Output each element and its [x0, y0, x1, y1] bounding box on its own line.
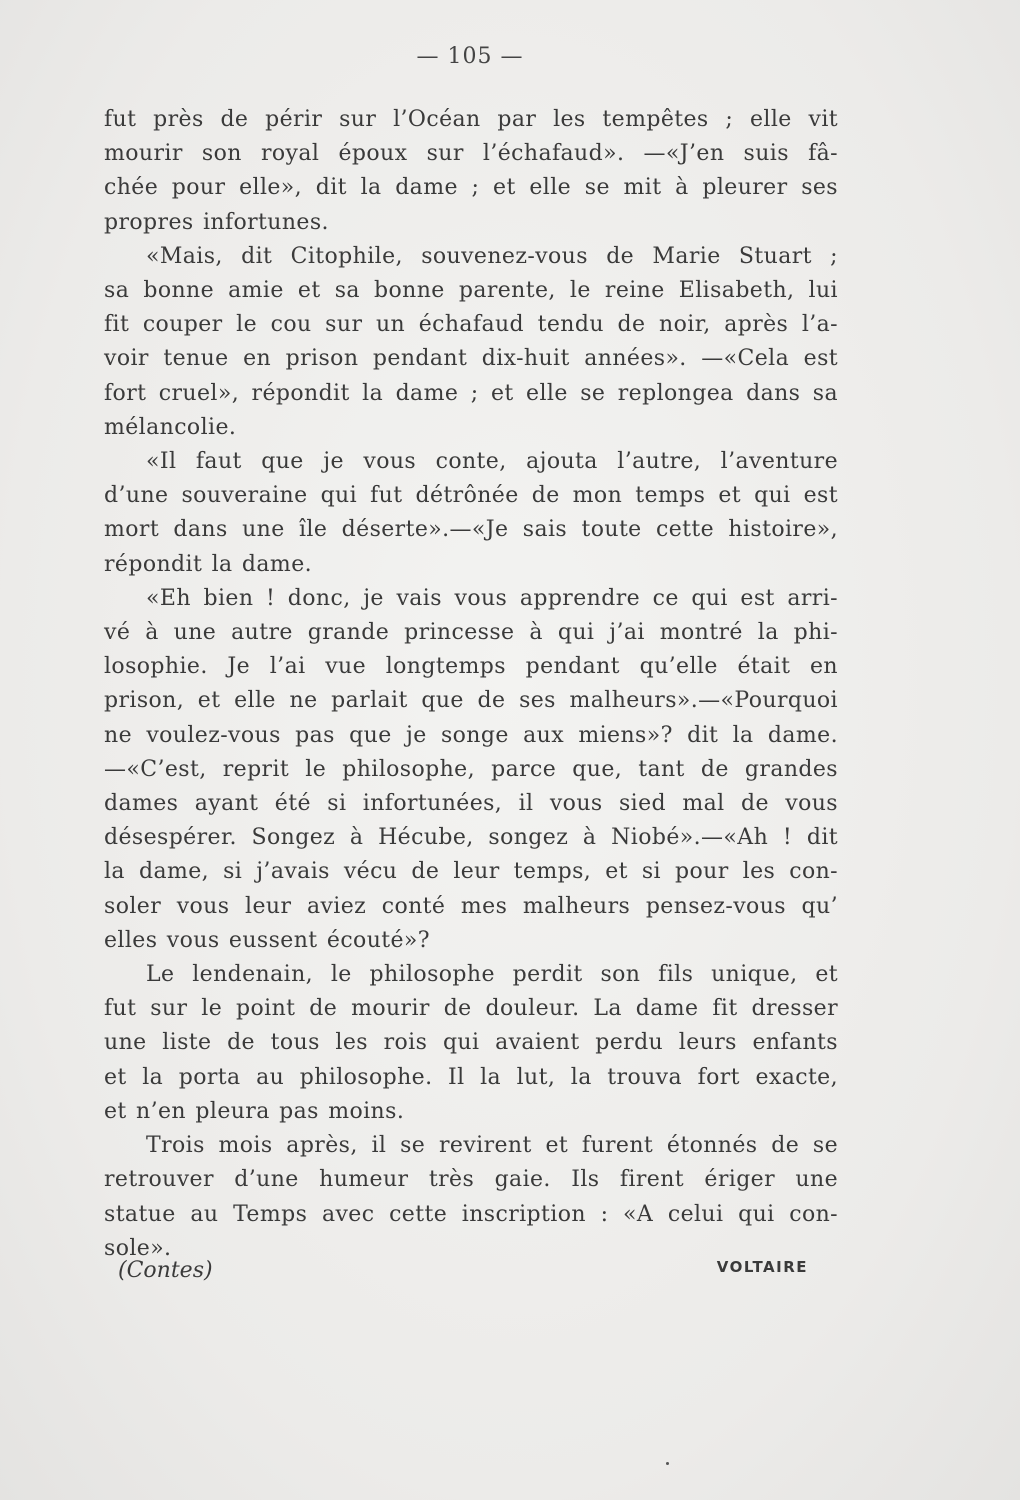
text-line: «Il faut que je vous conte, ajouta l’autre, l’aventure [146, 449, 838, 475]
print-speck [666, 1462, 669, 1465]
signature-row [118, 1258, 808, 1298]
text-line: fut près de périr sur l’Océan par les tempêtes ; elle vit [104, 107, 838, 132]
body-text [104, 103, 838, 1266]
text-line: désespérer. Songez à Hécube, songez à Niobé».—«Ah ! dit [104, 825, 838, 851]
text-line: Trois mois après, il se revirent et furent étonnés de se [146, 1133, 838, 1159]
text-line: et la porta au philosophe. Il la lut, la trouva fort exacte, [104, 1064, 838, 1090]
source-title: (Contes) [118, 1258, 213, 1283]
text-line: «Mais, dit Citophile, souvenez-vous de Marie Stuart ; [146, 243, 838, 269]
text-line: «Eh bien ! donc, je vais vous apprendre ce qui est arri- [146, 585, 838, 611]
text-line: propres infortunes. [104, 209, 329, 235]
text-line: la dame, si j’avais vécu de leur temps, et si pour les con- [104, 859, 838, 885]
text-line: sole». [104, 1235, 172, 1261]
text-line: chée pour elle», dit la dame ; et elle se mit à pleurer ses [104, 175, 838, 201]
text-line: dames ayant été si infortunées, il vous sied mal de vous [104, 791, 838, 817]
text-line: ne voulez-vous pas que je songe aux miens»? dit la dame. [104, 722, 838, 748]
text-line: une liste de tous les rois qui avaient perdu leurs enfants [104, 1030, 838, 1056]
text-line: vé à une autre grande princesse à qui j’ai montré la phi- [104, 620, 838, 646]
text-line: et n’en pleura pas moins. [104, 1098, 405, 1124]
text-line: —«C’est, reprit le philosophe, parce que, tant de grandes [104, 756, 838, 782]
text-line: d’une souveraine qui fut détrônée de mon temps et qui est [104, 483, 838, 509]
text-line: voir tenue en prison pendant dix-huit années». —«Cela est [104, 346, 838, 372]
text-line: Le lendenain, le philosophe perdit son fils unique, et [146, 962, 838, 988]
text-line: elles vous eussent écouté»? [104, 927, 430, 953]
text-line: statue au Temps avec cette inscription : «A celui qui con- [104, 1201, 838, 1227]
page-number: — 105 — [416, 44, 524, 69]
text-line: sa bonne amie et sa bonne parente, le reine Elisabeth, lui [104, 278, 838, 304]
text-line: mélancolie. [104, 414, 237, 440]
text-line: soler vous leur aviez conté mes malheurs pensez-vous qu’ [104, 893, 838, 919]
text-line: fort cruel», répondit la dame ; et elle se replongea dans sa [104, 380, 838, 406]
text-line: losophie. Je l’ai vue longtemps pendant qu’elle était en [104, 654, 838, 680]
text-line: répondit la dame. [104, 551, 313, 577]
text-line: mort dans une île déserte».—«Je sais toute cette histoire», [104, 517, 838, 543]
text-line: prison, et elle ne parlait que de ses malheurs».—«Pourquoi [104, 688, 838, 714]
text-line: retrouver d’une humeur très gaie. Ils firent ériger une [104, 1167, 838, 1193]
text-line: mourir son royal époux sur l’échafaud». —«J’en suis fâ- [104, 141, 838, 167]
text-line: fit couper le cou sur un échafaud tendu de noir, après l’a- [104, 312, 838, 338]
author-name: VOLTAIRE [716, 1258, 808, 1276]
text-line: fut sur le point de mourir de douleur. La dame fit dresser [104, 996, 838, 1022]
